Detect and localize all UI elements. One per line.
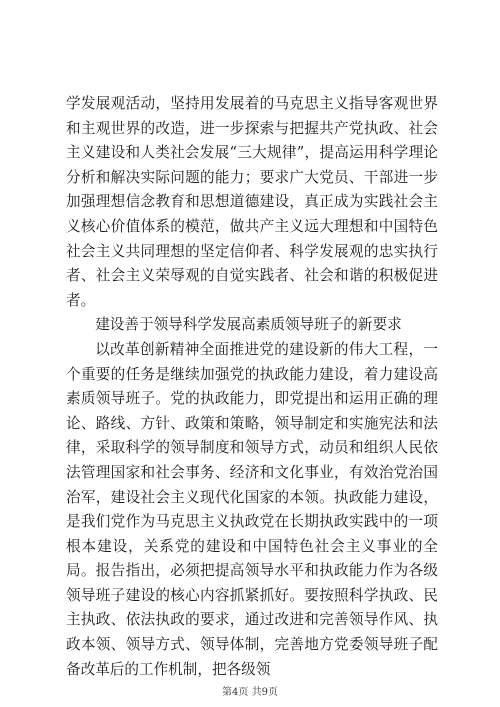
section-heading: 建设善于领导科学发展高素质领导班子的新要求 [95,316,402,334]
paragraph-1: 学发展观活动，坚持用发展着的马克思主义指导客观世界和主观世界的改造，进一步探索与把握共产党执政、社会主义建设和人类社会发展“三大规律”，提高运用科学理论分析和解决实际问题的能力；要求广大党员、干部进一步加强理想信念教育和思想道德建设，真正成为实践社会主义核心价值体系的模范，做共产主义远大理想和中国特色社会主义共同理想的坚定信仰者、科学发展观的忠实执行者、社会主义荣辱观的自觉实践者、社会和谐的积极促进者。 [66,95,438,309]
paragraph-2: 以改革创新精神全面推进党的建设新的伟大工程，一个重要的任务是继续加强党的执政能力建设，着力建设高素质领导班子。党的执政能力，即党提出和运用正确的理论、路线、方针、政策和策略，领导制定和实施宪法和法律，采取科学的领导制度和领导方式，动员和组织人民依法管理国家和社会事务、经济和文化事业，有效治党治国治军，建设社会主义现代化国家的本领。执政能力建设，是我们党作为马克思主义执政党在长期执政实践中的一项根本建设，关系党的建设和中国特色社会主义事业的全局。报告指出，必须把提高领导水平和执政能力作为各级领导班子建设的核心内容抓紧抓好。要按照科学执政、民主执政、依法执政的要求，通过改进和完善领导作风、执政本领、领导方式、领导体制，完善地方党委领导班子配备改革后的工作机制，把各级领 [66,340,438,678]
document-body [66,92,438,682]
page-number-footer: 第4页 共9页 [222,687,278,698]
